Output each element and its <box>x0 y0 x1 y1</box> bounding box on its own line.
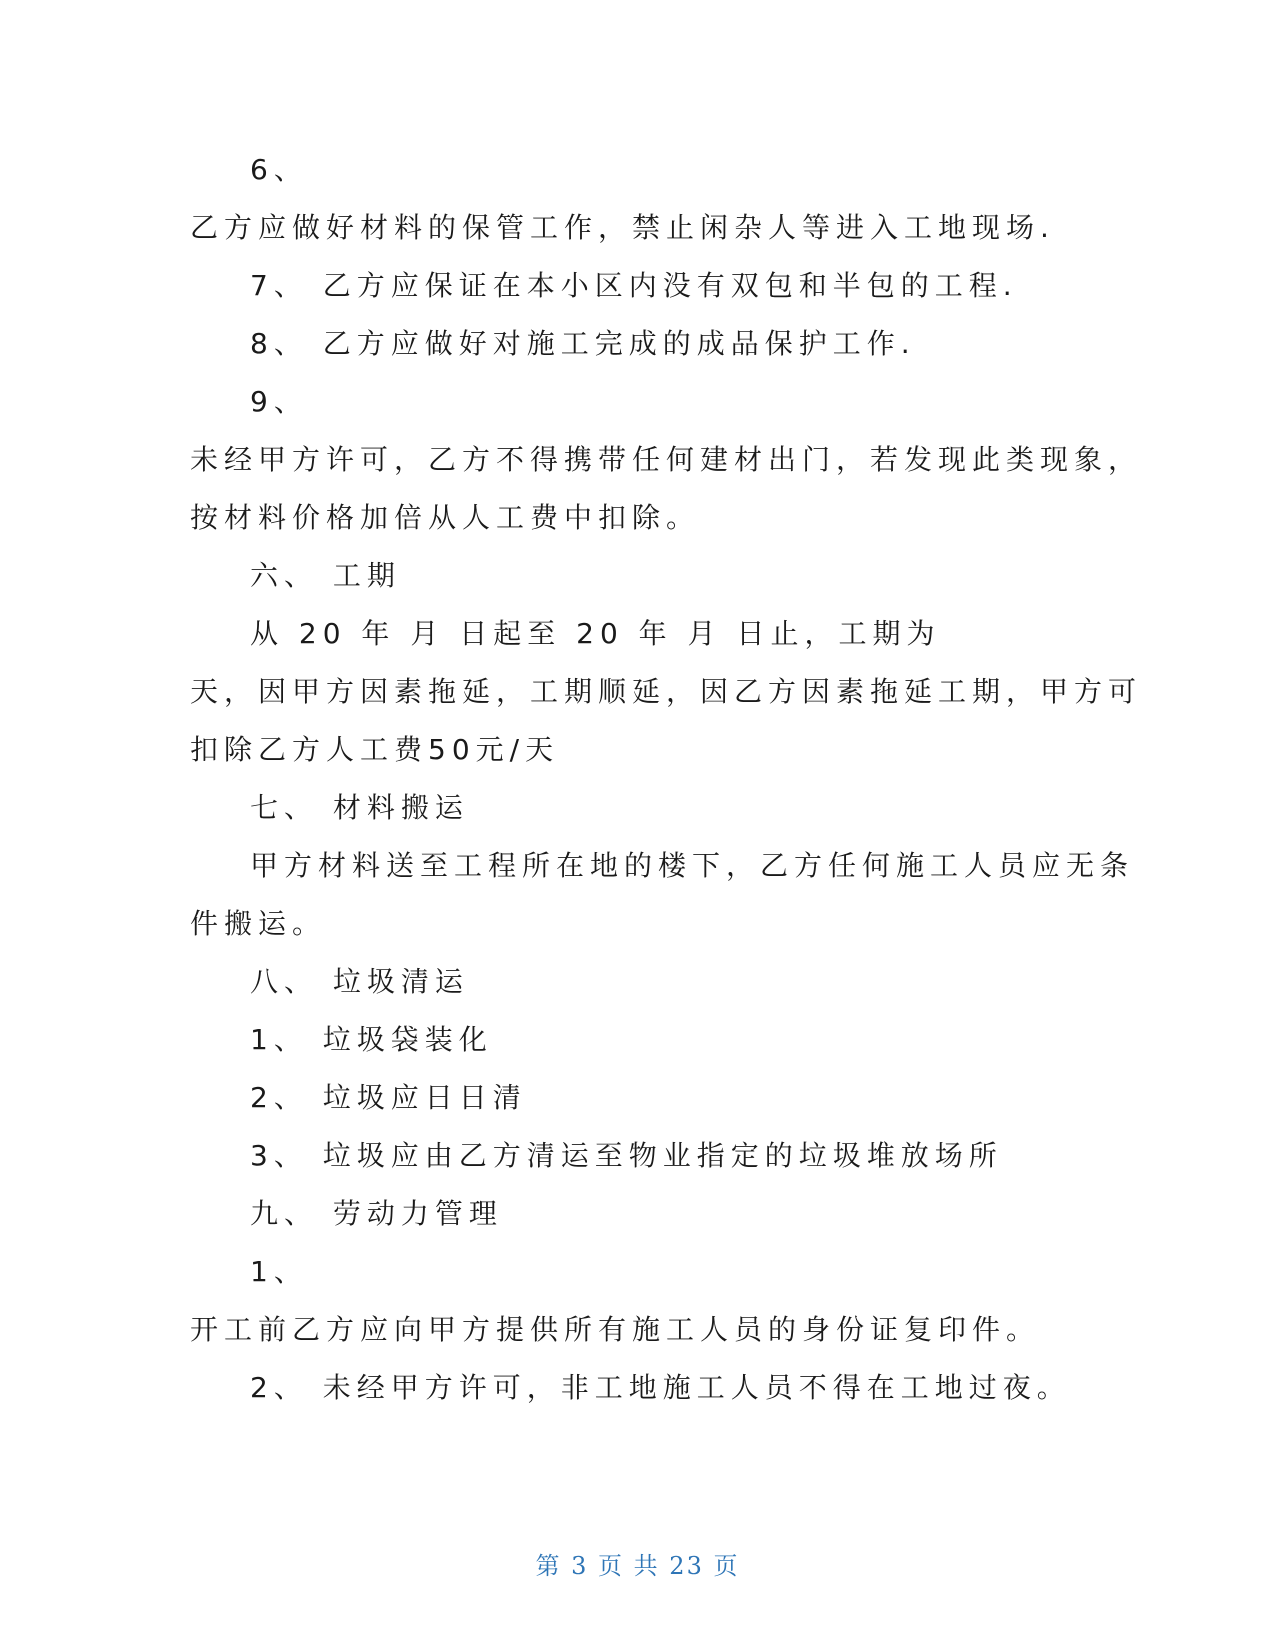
schedule-line1: 从 20 年 月 日起至 20 年 月 日止，工期为 <box>250 617 941 650</box>
item-9-text-line1: 未经甲方许可，乙方不得携带任何建材出门，若发现此类现象， <box>190 443 1143 476</box>
item-9-text-line2: 按材料价格加倍从人工费中扣除。 <box>190 501 701 534</box>
item-8: 8、 乙方应做好对施工完成的成品保护工作. <box>250 327 916 360</box>
section-7-heading: 七、 材料搬运 <box>250 791 469 824</box>
item-9-number: 9、 <box>250 385 308 418</box>
item-7: 7、 乙方应保证在本小区内没有双包和半包的工程. <box>250 269 1018 302</box>
garbage-item-3: 3、 垃圾应由乙方清运至物业指定的垃圾堆放场所 <box>250 1139 1003 1172</box>
garbage-item-1: 1、 垃圾袋装化 <box>250 1023 493 1056</box>
section-9-heading: 九、 劳动力管理 <box>250 1197 503 1230</box>
material-transport-line1: 甲方材料送至工程所在地的楼下，乙方任何施工人员应无条 <box>250 849 1135 882</box>
schedule-line2: 天，因甲方因素拖延，工期顺延，因乙方因素拖延工期，甲方可 <box>190 675 1143 708</box>
page-number-footer: 第 3 页 共 23 页 <box>535 1552 740 1580</box>
schedule-line3: 扣除乙方人工费50元/天 <box>190 733 560 766</box>
labor-item-1-number: 1、 <box>250 1255 308 1288</box>
item-6-text: 乙方应做好材料的保管工作，禁止闲杂人等进入工地现场. <box>190 211 1055 244</box>
labor-item-1-text: 开工前乙方应向甲方提供所有施工人员的身份证复印件。 <box>190 1313 1041 1346</box>
labor-item-2: 2、 未经甲方许可，非工地施工人员不得在工地过夜。 <box>250 1371 1071 1404</box>
material-transport-line2: 件搬运。 <box>190 907 327 940</box>
section-6-heading: 六、 工期 <box>250 559 401 592</box>
section-8-heading: 八、 垃圾清运 <box>250 965 469 998</box>
garbage-item-2: 2、 垃圾应日日清 <box>250 1081 527 1114</box>
item-6-number: 6、 <box>250 153 308 186</box>
